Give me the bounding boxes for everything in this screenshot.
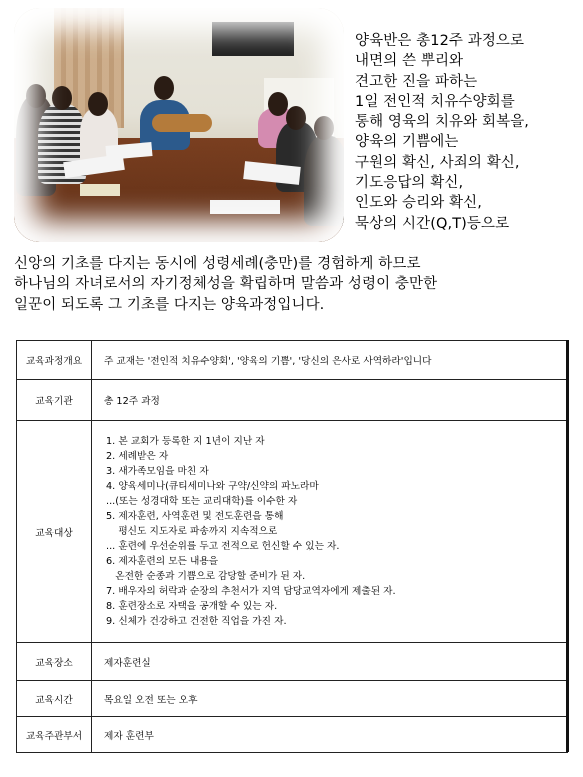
intro-line: 양육의 기쁨에는 xyxy=(355,134,459,151)
table-row xyxy=(17,341,568,380)
photo-person-head xyxy=(286,106,306,130)
target-item: 평신도 지도자로 파송까지 지속적으로 xyxy=(106,526,278,537)
intro-line: 일꾼이 되도록 그 기초를 다지는 양육과정입니다. xyxy=(14,296,325,313)
target-list xyxy=(92,421,568,643)
intro-line: 견고한 진을 파하는 xyxy=(355,73,478,90)
intro-line: 내면의 쓴 뿌리와 xyxy=(355,53,464,70)
photo-paper xyxy=(80,184,120,196)
photo-person-head xyxy=(154,76,174,100)
target-item: 4. 양육세미나(큐티세미나와 구약/신약의 파노라마 xyxy=(106,481,319,492)
intro-line: 신앙의 기초를 다지는 동시에 성령세례(충만)를 경험하게 하므로 xyxy=(14,256,421,272)
department-label: 교육주관부서 xyxy=(17,717,92,753)
target-item: 5. 제자훈련, 사역훈련 및 전도훈련을 통해 xyxy=(106,511,284,522)
intro-line: 구원의 확신, 사죄의 확신, xyxy=(355,154,520,171)
intro-line: 하나님의 자녀로서의 자기정체성을 확립하며 말씀과 성령이 충만한 xyxy=(14,276,438,293)
department-value: 제자 훈련부 xyxy=(92,717,568,753)
location-value: 제자훈련실 xyxy=(92,643,568,681)
photo-tv xyxy=(212,22,294,56)
target-item: 1. 본 교회가 등록한 지 1년이 지난 자 xyxy=(106,436,265,447)
target-item: 2. 세례받은 자 xyxy=(106,451,169,462)
photo-person-head xyxy=(52,86,72,110)
photo-person-head xyxy=(268,92,288,116)
photo-paper xyxy=(210,200,280,214)
target-item: ... 훈련에 우선순위를 두고 전적으로 헌신할 수 있는 자. xyxy=(106,541,340,552)
photo-guitar xyxy=(152,114,212,132)
target-label: 교육대상 xyxy=(17,421,92,643)
target-item: ...(또는 성경대학 또는 교리대학)를 이수한 자 xyxy=(106,496,298,507)
table-right-border xyxy=(566,340,569,752)
course-info-table xyxy=(16,340,568,753)
target-item: 온전한 순종과 기쁨으로 감당할 준비가 된 자. xyxy=(106,571,306,582)
overview-label: 교육과정개요 xyxy=(17,341,92,380)
target-item: 9. 신체가 건강하고 건전한 직업을 가진 자. xyxy=(106,616,287,627)
intro-line: 인도와 승리와 확신, xyxy=(355,195,482,212)
intro-line: 기도응답의 확신, xyxy=(355,175,464,192)
intro-line: 양육반은 총12주 과정으로 xyxy=(355,33,525,49)
table-row xyxy=(17,421,568,643)
intro-full-text xyxy=(14,254,580,315)
target-item: 8. 훈련장소로 자택을 공개할 수 있는 자. xyxy=(106,601,278,612)
intro-line: 통해 영육의 치유와 회복을, xyxy=(355,114,530,131)
intro-line: 묵상의 시간(Q,T)등으로 xyxy=(355,215,510,232)
institution-value: 총 12주 과정 xyxy=(92,380,568,421)
photo-person-head xyxy=(26,84,46,108)
intro-side-text xyxy=(355,31,581,234)
target-item: 7. 배우자의 허락과 순장의 추천서가 지역 담당교역자에게 제출된 자. xyxy=(106,586,396,597)
table-row xyxy=(17,717,568,753)
location-label: 교육장소 xyxy=(17,643,92,681)
target-item: 6. 제자훈련의 모든 내용을 xyxy=(106,556,219,567)
institution-label: 교육기관 xyxy=(17,380,92,421)
intro-line: 1일 전인적 치유수양회를 xyxy=(355,93,515,110)
time-label: 교육시간 xyxy=(17,681,92,717)
target-item: 3. 새가족모임을 마친 자 xyxy=(106,466,209,477)
photo-person xyxy=(304,136,344,226)
meeting-photo xyxy=(14,8,344,242)
table-row xyxy=(17,681,568,717)
time-value: 목요일 오전 또는 오후 xyxy=(92,681,568,717)
table-row xyxy=(17,380,568,421)
overview-value: 주 교재는 '전인적 치유수양회', '양육의 기쁨', '당신의 은사로 사역하라'입니다 xyxy=(92,341,568,380)
photo-person-head xyxy=(314,116,334,140)
table-row xyxy=(17,643,568,681)
photo-person-head xyxy=(88,92,108,116)
